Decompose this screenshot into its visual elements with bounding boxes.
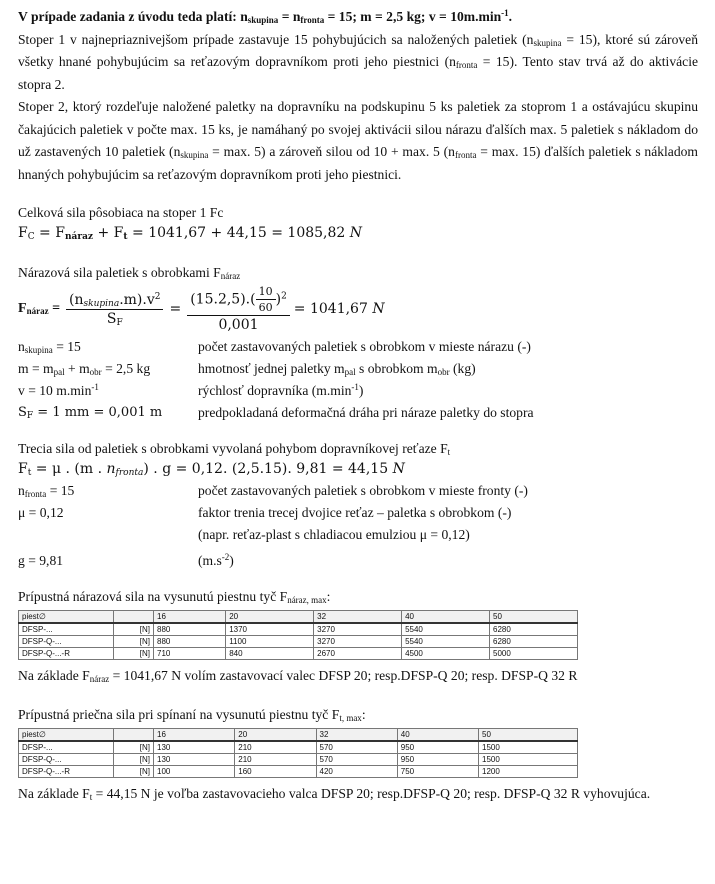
friction-force-label: Trecia sila od paletiek s obrobkami vyvolaná pohybom dopravníkovej reťaze $F_t$	[18, 441, 451, 457]
table-header-row: piest∅ 16 20 32 40 50	[19, 611, 578, 624]
impact-limit-title: Prípustná nárazová sila na vysunutú piestnu tyč $F_{náraz, max}$:	[18, 589, 331, 605]
intro-mid: = n	[278, 9, 301, 24]
friction-var-row: $n_{fronta} = 15$ počet zastavovaných paletiek s obrobkom v mieste fronty (-)	[18, 483, 528, 499]
intro-sub: skupina	[247, 15, 279, 25]
impact-var-row: $m = m_{pal} + m_{obr} = 2,5$ kg hmotnosť jednej paletky $m_{pal}$ s obrobkom $m_{obr}$ (kg)	[18, 361, 476, 377]
transverse-limit-table	[18, 728, 578, 778]
impact-fraction-numeric: (15.2,5).( $\frac{10}{60}$ )$^2$ 0,001	[187, 285, 290, 333]
total-force-section	[18, 204, 698, 244]
friction-force-section	[18, 440, 698, 572]
impact-limit-section	[18, 588, 698, 686]
table-row: DFSP-Q-...-R [N] 100 160 420 750 1200	[19, 766, 578, 778]
intro-tail: = 15; m = 2,5 kg; v = 10m.min	[324, 9, 502, 24]
impact-fraction-symbolic: $\frac{(n_{skupina}.m).v^2}{S_F}$	[66, 292, 163, 327]
impact-force-equation: $F_{náraz}$ = $\frac{(n_{skupina}.m).v^2}{S_F}$ = (15.2,5).( $\frac{10}{60}$ )$^2$ 0,001 = 1041,67 N	[18, 285, 385, 333]
impact-var-row: $n_{skupina} = 15$ počet zastavovaných paletiek s obrobkom v mieste nárazu (-)	[18, 339, 531, 355]
intro-end: .	[508, 9, 513, 24]
table-row: DFSP-Q-... [N] 130 210 570 950 1500	[19, 754, 578, 766]
intro-section	[18, 6, 698, 186]
total-force-equation: $F_C = F_{náraz} + F_t = 1041,67 + 44,15 = 1085,82$ N	[18, 225, 363, 242]
intro-statement	[18, 6, 698, 29]
table-row: DFSP-... [N] 130 210 570 950 1500	[19, 741, 578, 754]
table-row: DFSP-Q-...-R [N] 710 840 2670 4500 5000	[19, 648, 578, 660]
table-row: DFSP-Q-... [N] 880 1100 3270 5540 6280	[19, 636, 578, 648]
intro-n: n	[240, 9, 248, 24]
total-force-label: Celková sila pôsobiaca na stoper 1 Fc	[18, 205, 224, 220]
intro-sup: -1	[501, 8, 509, 18]
stopper1-paragraph: Stoper 1 v najnepriaznivejšom prípade zastavuje 15 pohybujúcich sa naložených paletiek $(n_{skupina} = 15)$, ktoré sú zároveň všetky hnané pohybujúcim sa reťazovým dopravníkom proti jeho piestnici $(n_{fronta} = 15)$. Tento stav trvá až do aktivácie stopra 2.	[18, 31, 699, 92]
impact-conclusion: Na základe $F_{náraz} = 1041,67$ N volím zastavovací valec DFSP 20; resp.DFSP-Q 20; resp. DFSP-Q 32 R	[18, 668, 578, 684]
document-page	[18, 6, 698, 804]
transverse-conclusion: Na základe $F_t = 44,15$ N je voľba zastavovacieho valca DFSP 20; resp.DFSP-Q 20; resp. DFSP-Q 32 R vyhovujúca.	[18, 786, 651, 802]
impact-var-row: $S_F = 1$ mm = 0,001 m predpokladaná deformačná dráha pri náraze paletky do stopra	[18, 405, 534, 421]
friction-var-row: μ = 0,12 faktor trenia trecej dvojice reťaz – paletka s obrobkom (-)	[18, 505, 512, 520]
friction-var-row: g = 9,81 $(m.s^{-2})$	[18, 552, 234, 568]
impact-lhs: $F_{náraz}$ =	[18, 301, 61, 316]
stopper2-paragraph: Stoper 2, ktorý rozdeľuje naložené paletky na dopravníku na podskupinu 5 ks paletiek za stoprom 1 a ostávajúcu skupinu čakajúcich paletiek v počte max. 15 ks, je namáhaný po svojej aktivácii silou nárazu ďalších max. 5 paletiek s nákladom do už zastavených 10 paletiek ($n_{skupina} = \max$. 5) a zároveň silou od 10 + max. 5 ($n_{fronta} = \max$. 15) ďalších paletiek s nákladom hnaných pohybujúcim sa reťazovým dopravníkom proti jeho piestnici.	[18, 99, 699, 182]
intro-lead: V prípade zadania z úvodu teda platí:	[18, 9, 241, 24]
table-header-row: piest∅ 16 20 32 40 50	[19, 729, 578, 742]
intro-sub: fronta	[300, 15, 325, 25]
impact-var-row: v = 10 $m.\min^{-1}$ rýchlosť dopravníka $(m.\min^{-1})$	[18, 382, 364, 398]
transverse-limit-section	[18, 706, 698, 804]
impact-force-section	[18, 264, 698, 424]
table-row: DFSP-... [N] 880 1370 3270 5540 6280	[19, 623, 578, 636]
friction-force-equation: $F_t = \mu$ . (m . $n_{fronta}$) . g = 0,12. (2,5.15). 9,81 = 44,15 N	[18, 461, 405, 478]
impact-limit-table	[18, 610, 578, 660]
friction-var-row: (napr. reťaz-plast s chladiacou emulziou μ = 0,12)	[198, 527, 470, 542]
impact-force-label: Nárazová sila paletiek s obrobkami $F_{náraz}$	[18, 265, 241, 281]
transverse-limit-title: Prípustná priečna sila pri spínaní na vysunutú piestnu tyč $F_{t, max}$:	[18, 707, 366, 723]
